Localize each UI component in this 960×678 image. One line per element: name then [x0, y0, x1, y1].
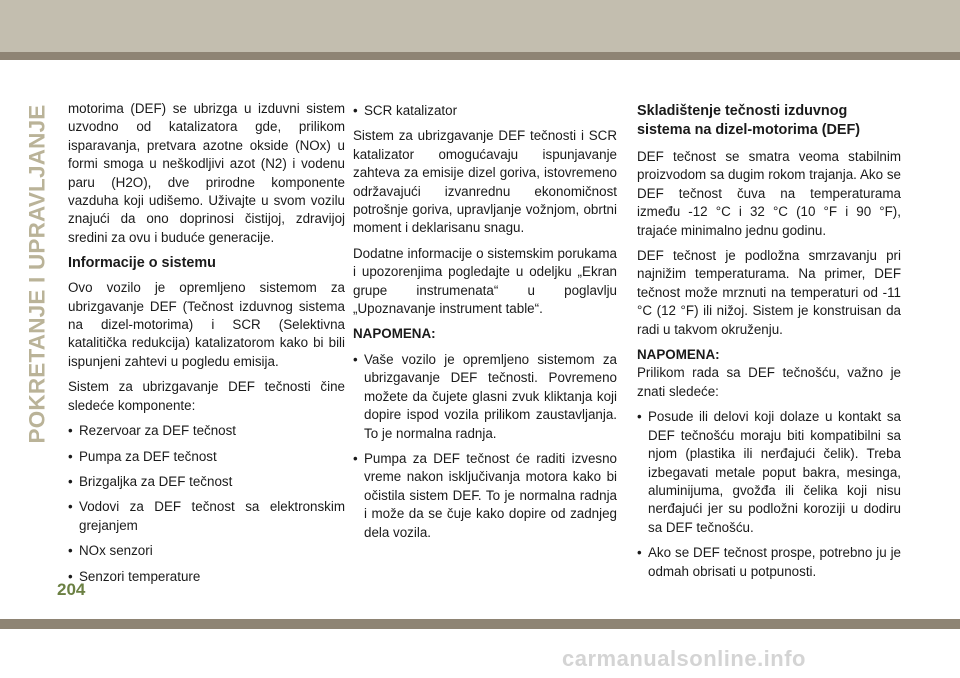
section-side-title [25, 104, 50, 444]
list-item: • Vodovi za DEF tečnost sa elektronskim grejanjem [68, 498, 345, 535]
note-label: NAPOMENA: [353, 326, 436, 342]
list-item: • SCR katalizator [353, 102, 617, 120]
footer-rule [0, 619, 960, 629]
intro-paragraph: motorima (DEF) se ubrizga u izduvni sistem uzvodno od katalizatora gde, prilikom isparavanja, pretvara azotne okside (NOx) u formi smoga u neškodljivi azot (N2) i vodenu paru (H2O), dve prirodne komponente vazduha koji udišemo. Uživajte u svom vozilu znajući da ono doprinosi čistijoj, zdravijoj sredini za ovu i buduće generacije. [68, 101, 345, 245]
paragraph: DEF tečnost se smatra veoma stabilnim proizvodom sa dugim rokom trajanja. Ako se DEF tečnost čuva na temperaturama između -12 °C i 32 °C (10 °F i 90 °F), trajaće minimalno jednu godinu. [637, 149, 901, 238]
notes-list [353, 351, 617, 542]
components-list-continued [353, 102, 617, 120]
heading-def-storage: Skladištenje tečnosti izduvnog sistema na dizel-motorima (DEF) [637, 103, 861, 138]
list-item: • Ako se DEF tečnost prospe, potrebno ju je odmah obrisati u potpunosti. [637, 544, 901, 581]
paragraph: Dodatne informacije o sistemskim porukama i upozorenjima pogledajte u odeljku „Ekran grupe instrumenata“ u poglavlju „Upoznavanje instrument table“. [353, 245, 617, 317]
column-right [637, 100, 901, 588]
side-title-text: POKRETANJE I UPRAVLJANJE [25, 104, 50, 444]
list-item: • NOx senzori [68, 542, 345, 560]
heading-system-info: Informacije o sistemu [68, 255, 216, 272]
paragraph: Ovo vozilo je opremljeno sistemom za ubrizgavanje DEF (Tečnost izduvnog sistema na dizel-motorima) i SCR (Selektivna katalitička redukcija) katalizatorom kako bi bili ispunjeni zahtevi u pogledu emisija. [68, 280, 345, 369]
paragraph: Prilikom rada sa DEF tečnošću, važno je znati sledeće: [637, 365, 901, 399]
list-item: • Pumpa za DEF tečnost [68, 448, 345, 466]
list-item: • Rezervoar za DEF tečnost [68, 422, 345, 440]
header-rule [0, 52, 960, 60]
paragraph: Sistem za ubrizgavanje DEF tečnosti i SCR katalizator omogućavaju ispunjavanje zahteva za emisije dizel goriva, istovremeno održavajući izvanrednu ekonomičnost potrošnje goriva, upravljanje vožnjom, obrtni moment i deklarisanu snagu. [353, 128, 617, 236]
list-item: • Vaše vozilo je opremljeno sistemom za ubrizgavanje DEF tečnosti. Povremeno možete da čujete glasni zvuk kliktanja koji dopire ispod vozila prilikom zaustavljanja. To je normalna radnja. [353, 351, 617, 443]
header-band [0, 0, 960, 52]
column-left [68, 100, 345, 593]
paragraph: DEF tečnost je podložna smrzavanju pri najnižim temperaturama. Na primer, DEF tečnost može mrznuti na temperaturi od -11 °C (12 °F) ili nižoj. Sistem je konstruisan da radi u takvom okruženju. [637, 248, 901, 337]
list-item: • Posude ili delovi koji dolaze u kontakt sa DEF tečnošću moraju biti kompatibilni sa njom (plastika ili nerđajući čelik). Treba izbegavati metale poput bakra, mesinga, aluminijuma, gvožđa ili čelika koji nisu nerđajući jer su podložni koroziji u dodiru sa DEF tečnošću. [637, 408, 901, 537]
list-item: • Pumpa za DEF tečnost će raditi izvesno vreme nakon isključivanja motora kako bi očistila sistem DEF. To je normalna radnja i može da se čuje kako dopire od zadnjeg dela vozila. [353, 450, 617, 542]
column-middle [353, 102, 617, 549]
page-number: 204 [57, 580, 86, 599]
watermark-text: carmanualsonline.info [562, 646, 806, 671]
list-item: • Brizgaljka za DEF tečnost [68, 473, 345, 491]
footer-band [0, 629, 960, 678]
components-list [68, 422, 345, 586]
note-label: NAPOMENA: [637, 347, 720, 363]
list-item: • Senzori temperature [68, 568, 345, 586]
notes-list [637, 408, 901, 581]
paragraph: Sistem za ubrizgavanje DEF tečnosti čine sledeće komponente: [68, 379, 345, 413]
